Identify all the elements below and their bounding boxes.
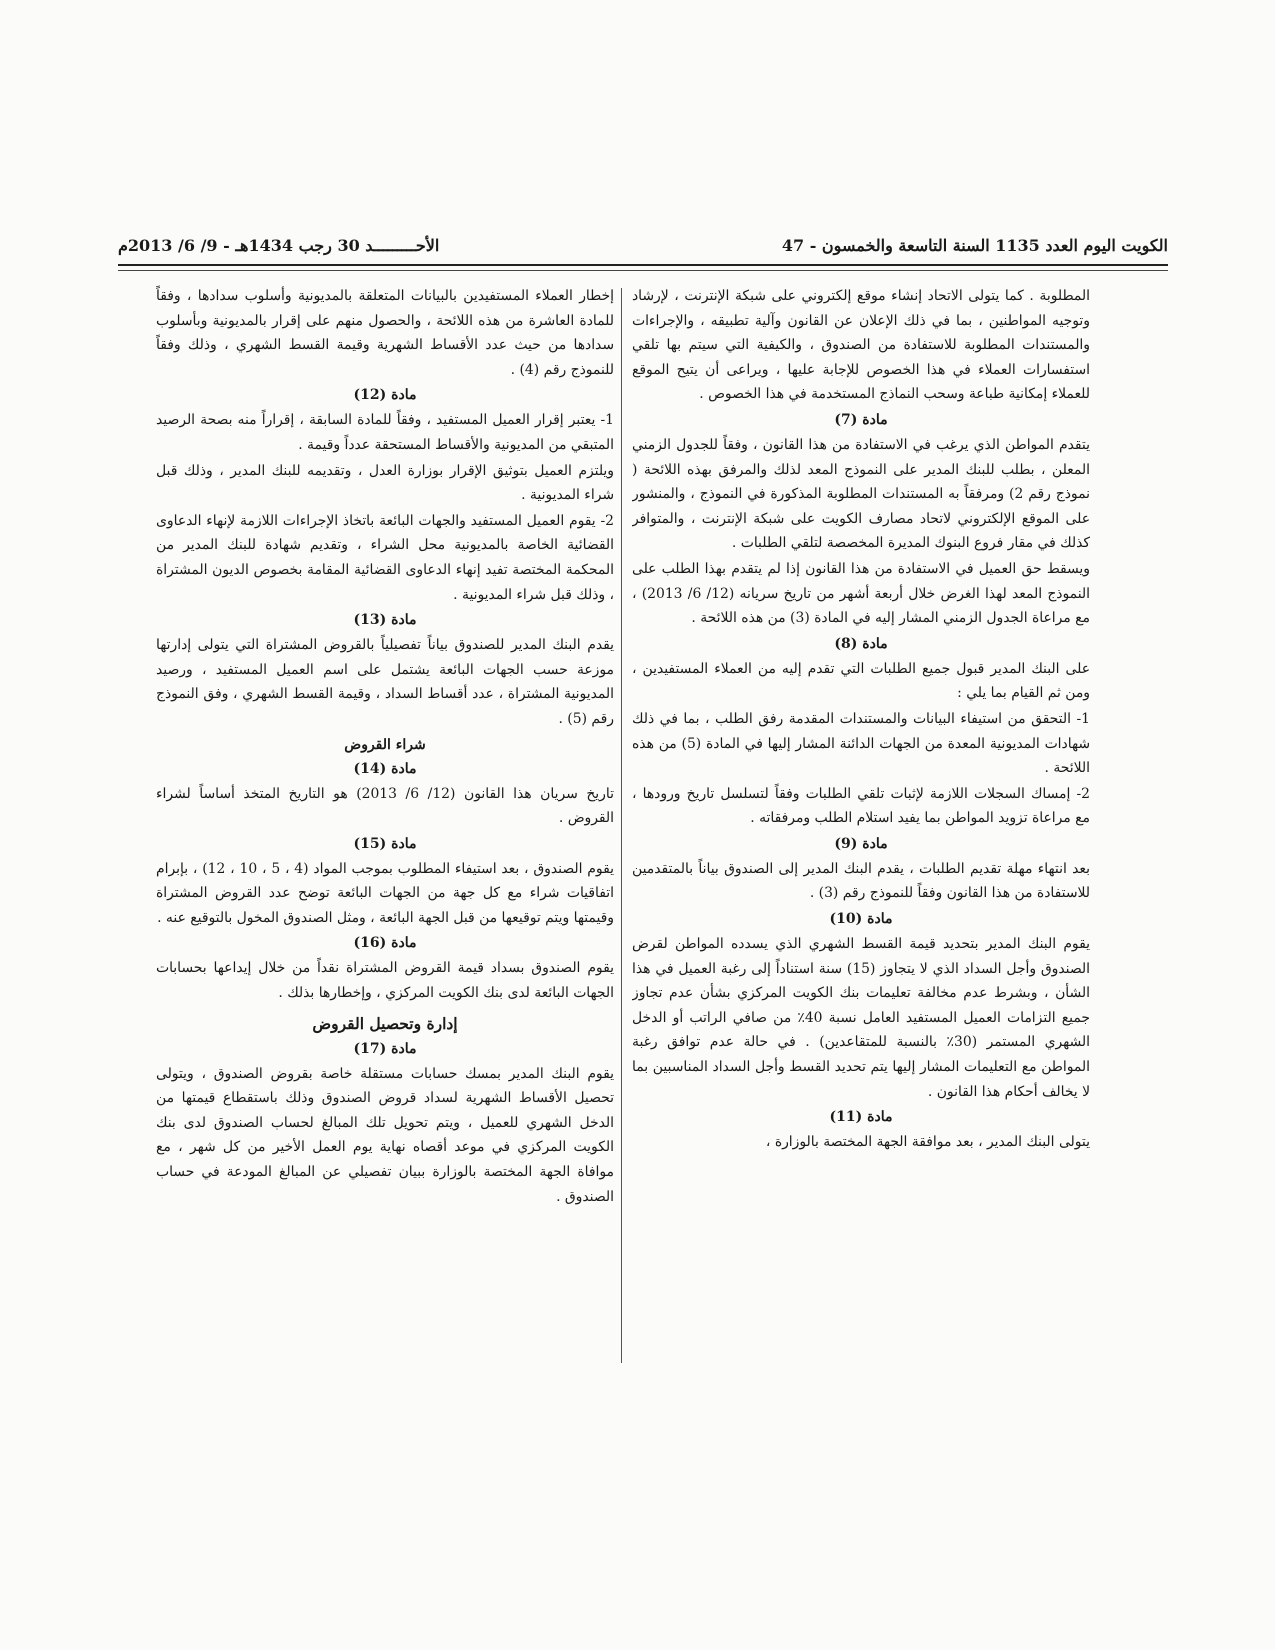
left-column-heading: مادة (16) [353,935,417,952]
left-column-heading: مادة (15) [353,835,417,852]
right-column-heading: مادة (10) [829,911,893,928]
left-column-heading: مادة (17) [353,1040,417,1057]
left-column-paragraph: يقوم البنك المدير بمسك حسابات مستقلة خاصة بقروض الصندوق ، ويتولى تحصيل الأقساط الشهرية لسداد قروض الصندوق وذلك باستقطاع قيمتها من الدخل الشهري للعميل ، ويتم تحويل تلك المبالغ لحساب الصندوق لدى بنك الكويت المركزي في موعد أقصاه نهاية يوم العمل الأخير من كل شهر ، مع موافاة الجهة المختصة بالوزارة ببيان تفصيلي عن المبالغ المودعة في حساب الصندوق . [156,1065,614,1205]
left-column-paragraph: ويلتزم العميل بتوثيق الإقرار بوزارة العدل ، وتقديمه للبنك المدير ، وذلك قبل شراء المديونية . [156,462,614,504]
right-column-heading: مادة (7) [834,411,888,428]
right-column-paragraph: ويسقط حق العميل في الاستفادة من هذا القانون إذا لم يتقدم بهذا الطلب على النموذج المعد لهذا الغرض خلال أربعة أشهر من تاريخ سريانه (12/ 6/ 2013) ، مع مراعاة الجدول الزمني المشار إليه في المادة (3) من هذه اللائحة . [632,560,1090,627]
right-column-paragraph: 2- إمساك السجلات اللازمة لإثبات تلقي الطلبات وفقاً لتسلسل تاريخ ورودها ، مع مراعاة تزويد المواطن بما يفيد استلام الطلب ومرفقاته . [632,785,1090,827]
left-column-paragraph: 2- يقوم العميل المستفيد والجهات البائعة باتخاذ الإجراءات اللازمة لإنهاء الدعاوى القضائية الخاصة بالمديونية محل الشراء ، وتقديم شهادة للبنك المدير من المحكمة المختصة تفيد إنهاء الدعاوى القضائية المقامة بخصوص الديون المشتراة ، وذلك قبل شراء المديونية . [156,512,614,603]
right-column-paragraph: يتقدم المواطن الذي يرغب في الاستفادة من هذا القانون ، وفقاً للجدول الزمني المعلن ، بطلب للبنك المدير على النموذج المعد لذلك والمرفق بهذه اللائحة ( نموذج رقم 2) ومرفقاً به المستندات المطلوبة المذكورة في النموذج ، والمنشور على الموقع الإلكتروني لاتحاد مصارف الكويت على شبكة الإنترنت ، والمتوافر كذلك في مقار فروع البنوك المديرة المخصصة لتلقي الطلبات . [632,436,1090,552]
right-column-paragraph: يتولى البنك المدير ، بعد موافقة الجهة المختصة بالوزارة ، [765,1134,1090,1151]
left-column-paragraph: 1- يعتبر إقرار العميل المستفيد ، وفقاً للمادة السابقة ، إقراراً منه بصحة الرصيد المتبقي من المديونية والأقساط المستحقة عدداً وقيمة . [156,412,614,453]
left-column-heading: مادة (13) [353,612,417,629]
left-column [156,284,614,1374]
left-column-section-title: إدارة وتحصيل القروض [312,1013,458,1033]
right-column [632,284,1090,1374]
right-column-paragraph: بعد انتهاء مهلة تقديم الطلبات ، يقدم البنك المدير إلى الصندوق بياناً بالمتقدمين للاستفادة من هذا القانون وفقاً للنموذج رقم (3) . [632,860,1090,902]
right-column-heading: مادة (9) [834,835,888,852]
right-column-heading: مادة (8) [834,635,888,652]
header-rule-thick [118,264,1168,266]
left-column-paragraph: يقوم الصندوق بسداد قيمة القروض المشتراة نقداً من خلال إيداعها بحسابات الجهات البائعة لدى بنك الكويت المركزي ، وإخطارها بذلك . [156,960,614,1002]
left-column-paragraph: إخطار العملاء المستفيدين بالبيانات المتعلقة بالمديونية وأسلوب سدادها ، وفقاً للمادة العاشرة من هذه اللائحة ، والحصول منهم على إقرار بالمديونية وبأسلوب سدادها من حيث عدد الأقساط الشهرية وقيمة القسط الشهري ، وذلك وفقاً للنموذج رقم (4) . [156,288,614,378]
header-rule-thin [118,270,1168,271]
header-issue-info: الكويت اليوم العدد 1135 السنة التاسعة والخمسون - 47 [781,236,1168,255]
right-column-paragraph: 1- التحقق من استيفاء البيانات والمستندات المقدمة رفق الطلب ، بما في ذلك شهادات المديونية المعدة من الجهات الدائنة المشار إليها في المادة (5) من هذه اللائحة . [632,710,1090,777]
right-column-paragraph: على البنك المدير قبول جميع الطلبات التي تقدم إليه من العملاء المستفيدين ، ومن ثم القيام بما يلي : [632,660,1090,702]
left-column-paragraph: تاريخ سريان هذا القانون (12/ 6/ 2013) هو التاريخ المتخذ أساساً لشراء القروض . [156,785,614,827]
left-column-paragraph: يقدم البنك المدير للصندوق بياناً تفصيلياً بالقروض المشتراة التي يتولى إدارتها موزعة حسب الجهات البائعة يشتمل على اسم العميل المستفيد ، ورصيد المديونية المشتراة ، عدد أقساط السداد ، وقيمة القسط الشهري ، وفق النموذج رقم (5) . [156,637,614,727]
column-divider [621,288,622,1363]
right-column-paragraph: يقوم البنك المدير بتحديد قيمة القسط الشهري الذي يسدده المواطن لقرض الصندوق وأجل السداد الذي لا يتجاوز (15) سنة استناداً إلى رغبة العميل في هذا الشأن ، وبشرط عدم مخالفة تعليمات بنك الكويت المركزي بشأن عدم تجاوز جميع التزامات العميل المستفيد العامل نسبة 40٪ من صافي الراتب أو الدخل الشهري المستمر (30٪ بالنسبة للمتقاعدين) . في حالة عدم توافق رغبة المواطن مع التعليمات المشار إليها يتم تحديد القسط وأجل السداد المناسبين بما لا يخالف أحكام هذا القانون . [632,936,1090,1100]
right-column-heading: مادة (11) [829,1109,893,1126]
page-header [118,232,1168,262]
left-column-heading: شراء القروض [344,736,426,753]
right-column-paragraph: المطلوبة . كما يتولى الاتحاد إنشاء موقع إلكتروني على شبكة الإنترنت ، لإرشاد وتوجيه المواطنين ، بما في ذلك الإعلان عن القانون وآلية تطبيقه ، والإجراءات والمستندات المطلوبة للاستفادة من الصندوق ، والكيفية التي سيتم بها تلقي استفسارات العملاء في هذا الخصوص للإجابة عليها ، ويراعى أن يتيح الموقع للعملاء إمكانية طباعة وسحب النماذج المستخدمة في هذا الخصوص . [632,288,1090,403]
left-column-paragraph: يقوم الصندوق ، بعد استيفاء المطلوب بموجب المواد (4 ، 5 ، 10 ، 12) ، بإبرام اتفاقيات شراء مع كل جهة من الجهات البائعة توضح عدد القروض المشتراة وقيمتها ويتم توقيعها من قبل الجهة البائعة ، ومثل الصندوق المخول بالتوقيع عنه . [156,860,614,926]
header-date: الأحـــــــــد 30 رجب 1434هـ - 9/ 6/ 2013م [118,236,440,255]
left-column-heading: مادة (14) [353,760,417,777]
left-column-heading: مادة (12) [353,387,417,404]
